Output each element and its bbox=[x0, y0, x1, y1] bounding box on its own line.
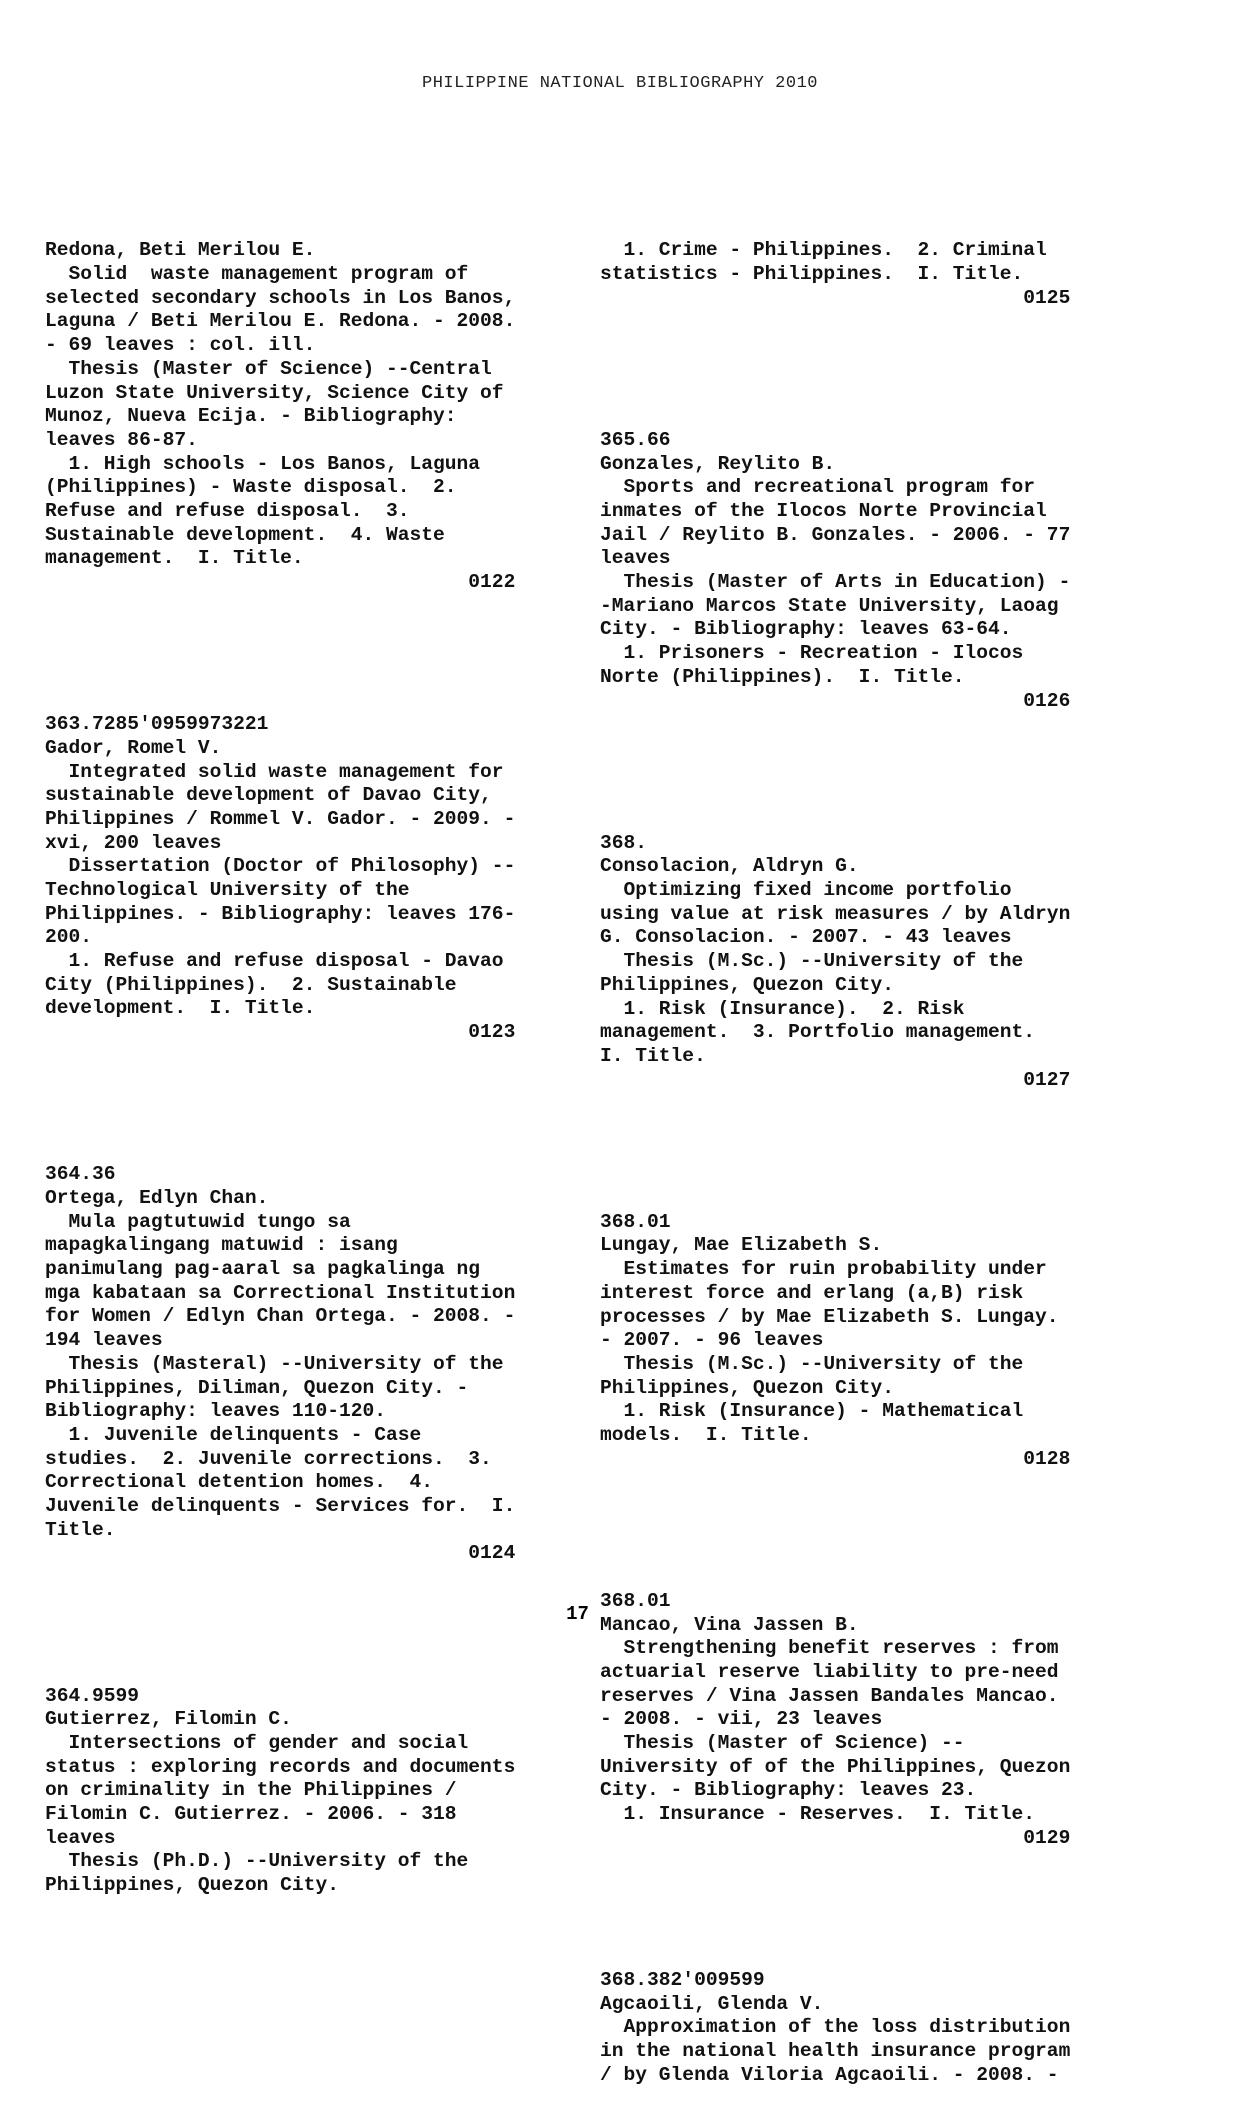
entry-line: Thesis (Master of Science) --Central bbox=[45, 357, 492, 380]
entry-line: 0125 bbox=[600, 286, 1071, 309]
entry-line: Philippines, Quezon City. bbox=[600, 1376, 894, 1399]
entry-line: Approximation of the loss distribution bbox=[600, 2016, 1071, 2039]
entry-line: - 2008. - vii, 23 leaves bbox=[600, 1708, 883, 1731]
entry-line: 200. bbox=[45, 926, 93, 949]
entry-line: Philippines, Quezon City. bbox=[600, 973, 894, 996]
entry-line: 0122 bbox=[45, 571, 516, 594]
entry-line: Philippines / Rommel V. Gador. - 2009. - bbox=[45, 807, 516, 830]
entry-line: Strengthening benefit reserves : from bbox=[600, 1637, 1059, 1660]
entry-line: sustainable development of Davao City, bbox=[45, 784, 492, 807]
entry-line: 364.36 bbox=[45, 1163, 116, 1186]
page-header: PHILIPPINE NATIONAL BIBLIOGRAPHY 2010 bbox=[422, 74, 818, 93]
entry-line: G. Consolacion. - 2007. - 43 leaves bbox=[600, 926, 1012, 949]
entry-line: City (Philippines). 2. Sustainable bbox=[45, 973, 457, 996]
entry-line: 194 leaves bbox=[45, 1329, 163, 1352]
entry-line: Solid waste management program of bbox=[45, 263, 469, 286]
entry-line: Jail / Reylito B. Gonzales. - 2006. - 77 bbox=[600, 523, 1071, 546]
entry-line: leaves bbox=[600, 547, 671, 570]
bibliography-entry bbox=[45, 1685, 550, 1898]
left-column bbox=[45, 192, 550, 1921]
entry-line: 1. Juvenile delinquents - Case bbox=[45, 1423, 422, 1446]
entry-line: selected secondary schools in Los Banos, bbox=[45, 286, 516, 309]
entry-line: 365.66 bbox=[600, 428, 671, 451]
entry-line: Refuse and refuse disposal. 3. bbox=[45, 499, 410, 522]
entry-line: Thesis (Master of Arts in Education) - bbox=[600, 571, 1071, 594]
entry-line: Agcaoili, Glenda V. bbox=[600, 1992, 824, 2015]
entry-line: Filomin C. Gutierrez. - 2006. - 318 bbox=[45, 1802, 457, 1825]
entry-line: xvi, 200 leaves bbox=[45, 831, 222, 854]
entry-line: Gador, Romel V. bbox=[45, 736, 222, 759]
entry-line: 368.01 bbox=[600, 1210, 671, 1233]
bibliography-entry bbox=[600, 1969, 1105, 2087]
entry-line: Gutierrez, Filomin C. bbox=[45, 1708, 292, 1731]
entry-line: 364.9599 bbox=[45, 1684, 140, 1707]
entry-line: statistics - Philippines. I. Title. bbox=[600, 263, 1024, 286]
entry-line: development. I. Title. bbox=[45, 997, 316, 1020]
entry-line: leaves 86-87. bbox=[45, 428, 198, 451]
entry-line: Dissertation (Doctor of Philosophy) -- bbox=[45, 855, 516, 878]
entry-line: Mula pagtutuwid tungo sa bbox=[45, 1210, 351, 1233]
entry-line: 0123 bbox=[45, 1021, 516, 1044]
entry-line: 0128 bbox=[600, 1447, 1071, 1470]
entry-line: 0126 bbox=[600, 689, 1071, 712]
entry-line: Philippines. - Bibliography: leaves 176- bbox=[45, 902, 516, 925]
entry-line: Correctional detention homes. 4. bbox=[45, 1471, 434, 1494]
entry-line: processes / by Mae Elizabeth S. Lungay. bbox=[600, 1305, 1059, 1328]
entry-line: Thesis (M.Sc.) --University of the bbox=[600, 950, 1024, 973]
bibliography-entry bbox=[600, 429, 1105, 713]
entry-line: 0127 bbox=[600, 1068, 1071, 1091]
entry-line: Luzon State University, Science City of bbox=[45, 381, 504, 404]
entry-line: inmates of the Ilocos Norte Provincial bbox=[600, 500, 1047, 523]
entry-line: Norte (Philippines). I. Title. bbox=[600, 665, 965, 688]
entry-line: Thesis (Ph.D.) --University of the bbox=[45, 1850, 469, 1873]
entry-line: Title. bbox=[45, 1518, 116, 1541]
entry-line: Lungay, Mae Elizabeth S. bbox=[600, 1234, 883, 1257]
entry-line: / by Glenda Viloria Agcaoili. - 2008. - bbox=[600, 2063, 1059, 2086]
entry-line: Optimizing fixed income portfolio bbox=[600, 879, 1012, 902]
entry-line: Thesis (M.Sc.) --University of the bbox=[600, 1352, 1024, 1375]
entry-line: in the national health insurance program bbox=[600, 2039, 1071, 2062]
entry-line: Thesis (Master of Science) -- bbox=[600, 1731, 965, 1754]
entry-line: leaves bbox=[45, 1826, 116, 1849]
entry-line: 368.01 bbox=[600, 1589, 671, 1612]
entry-line: -Mariano Marcos State University, Laoag bbox=[600, 594, 1059, 617]
entry-line: studies. 2. Juvenile corrections. 3. bbox=[45, 1447, 492, 1470]
entry-line: management. 3. Portfolio management. bbox=[600, 1021, 1036, 1044]
entry-line: management. I. Title. bbox=[45, 547, 304, 570]
entry-line: 368.382'009599 bbox=[600, 1968, 765, 1991]
right-column bbox=[600, 192, 1105, 2111]
page-number: 17 bbox=[566, 1603, 589, 1625]
entry-line: City. - Bibliography: leaves 63-64. bbox=[600, 618, 1012, 641]
entry-line: for Women / Edlyn Chan Ortega. - 2008. - bbox=[45, 1305, 516, 1328]
entry-line: University of of the Philippines, Quezon bbox=[600, 1755, 1071, 1778]
entry-line: Integrated solid waste management for bbox=[45, 760, 504, 783]
entry-line: Munoz, Nueva Ecija. - Bibliography: bbox=[45, 405, 457, 428]
entry-line: Consolacion, Aldryn G. bbox=[600, 855, 859, 878]
entry-line: - 2007. - 96 leaves bbox=[600, 1329, 824, 1352]
entry-line: Philippines, Quezon City. bbox=[45, 1874, 339, 1897]
entry-line: Redona, Beti Merilou E. bbox=[45, 239, 316, 262]
entry-line: 1. Insurance - Reserves. I. Title. bbox=[600, 1803, 1036, 1826]
entry-line: Philippines, Diliman, Quezon City. - bbox=[45, 1376, 469, 1399]
entry-line: panimulang pag-aaral sa pagkalinga ng bbox=[45, 1258, 481, 1281]
bibliography-entry bbox=[600, 832, 1105, 1093]
entry-line: Ortega, Edlyn Chan. bbox=[45, 1187, 269, 1210]
entry-line: 363.7285'0959973221 bbox=[45, 713, 269, 736]
entry-line: Estimates for ruin probability under bbox=[600, 1258, 1047, 1281]
entry-line: reserves / Vina Jassen Bandales Mancao. bbox=[600, 1684, 1059, 1707]
entry-line: mapagkalingang matuwid : isang bbox=[45, 1234, 398, 1257]
entry-line: 1. High schools - Los Banos, Laguna bbox=[45, 452, 481, 475]
entry-line: Thesis (Masteral) --University of the bbox=[45, 1352, 504, 1375]
entry-line: I. Title. bbox=[600, 1044, 706, 1067]
entry-line: using value at risk measures / by Aldryn bbox=[600, 902, 1071, 925]
entry-line: Juvenile delinquents - Services for. I. bbox=[45, 1494, 516, 1517]
entry-line: 0129 bbox=[600, 1826, 1071, 1849]
entry-line: 1. Prisoners - Recreation - Ilocos bbox=[600, 642, 1024, 665]
entry-line: 1. Risk (Insurance) - Mathematical bbox=[600, 1400, 1024, 1423]
entry-line: 1. Crime - Philippines. 2. Criminal bbox=[600, 239, 1047, 262]
entry-line: on criminality in the Philippines / bbox=[45, 1779, 457, 1802]
entry-line: Gonzales, Reylito B. bbox=[600, 452, 836, 475]
bibliography-entry bbox=[45, 1163, 550, 1566]
bibliography-entry bbox=[45, 713, 550, 1045]
bibliography-entry bbox=[600, 1590, 1105, 1851]
bibliography-entry bbox=[600, 1211, 1105, 1472]
entry-line: 1. Risk (Insurance). 2. Risk bbox=[600, 997, 965, 1020]
entry-line: City. - Bibliography: leaves 23. bbox=[600, 1779, 977, 1802]
bibliography-entry bbox=[45, 239, 550, 594]
entry-line: Sustainable development. 4. Waste bbox=[45, 523, 445, 546]
entry-line: models. I. Title. bbox=[600, 1423, 812, 1446]
entry-line: 1. Refuse and refuse disposal - Davao bbox=[45, 950, 504, 973]
entry-line: Mancao, Vina Jassen B. bbox=[600, 1613, 859, 1636]
entry-line: Intersections of gender and social bbox=[45, 1731, 469, 1754]
bibliography-entry bbox=[600, 239, 1105, 310]
entry-line: mga kabataan sa Correctional Institution bbox=[45, 1281, 516, 1304]
entry-line: status : exploring records and documents bbox=[45, 1755, 516, 1778]
entry-line: Technological University of the bbox=[45, 879, 410, 902]
entry-line: 0124 bbox=[45, 1542, 516, 1565]
entry-line: Bibliography: leaves 110-120. bbox=[45, 1400, 386, 1423]
entry-line: 368. bbox=[600, 831, 648, 854]
entry-line: (Philippines) - Waste disposal. 2. bbox=[45, 476, 457, 499]
entry-line: interest force and erlang (a,B) risk bbox=[600, 1281, 1024, 1304]
entry-line: Sports and recreational program for bbox=[600, 476, 1036, 499]
entry-line: - 69 leaves : col. ill. bbox=[45, 334, 316, 357]
entry-line: actuarial reserve liability to pre-need bbox=[600, 1660, 1059, 1683]
entry-line: Laguna / Beti Merilou E. Redona. - 2008. bbox=[45, 310, 516, 333]
